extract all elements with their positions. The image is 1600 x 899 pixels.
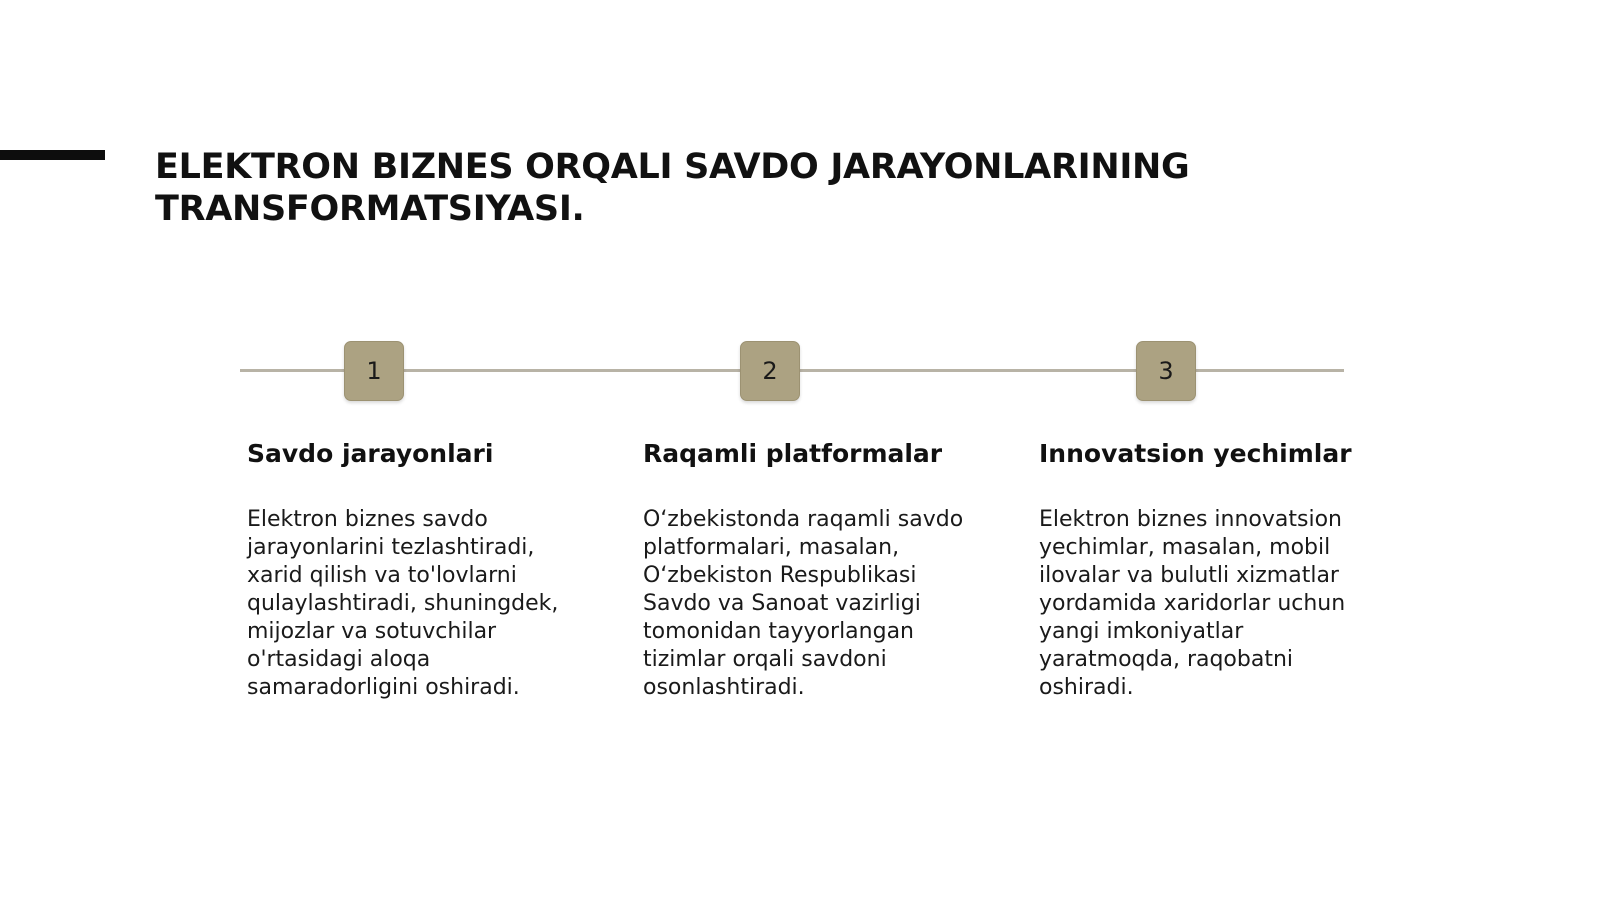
- step-column-3: [1039, 436, 1379, 702]
- step-marker-2: 2: [740, 341, 800, 401]
- step-marker-3: 3: [1136, 341, 1196, 401]
- step-column-2: [643, 436, 983, 702]
- step-description: O‘zbekistonda raqamli savdo platformalari, masalan, O‘zbekiston Respublikasi Savdo va Sanoat vazirligi tomonidan tayyorlangan tizimlar orqali savdoni osonlashtiradi.: [643, 507, 964, 700]
- title-accent-bar: [0, 150, 105, 160]
- step-heading: Innovatsion yechimlar: [1039, 439, 1352, 468]
- step-description: Elektron biznes savdo jarayonlarini tezlashtiradi, xarid qilish va to'lovlarni qulaylashtiradi, shuningdek, mijozlar va sotuvchilar o'rtasidagi aloqa samaradorligini oshiradi.: [247, 507, 559, 700]
- slide-title: ELEKTRON BIZNES ORQALI SAVDO JARAYONLARINING TRANSFORMATSIYASI.: [155, 147, 1190, 229]
- step-marker-1: 1: [344, 341, 404, 401]
- step-description: Elektron biznes innovatsion yechimlar, masalan, mobil ilovalar va bulutli xizmatlar yordamida xaridorlar uchun yangi imkoniyatlar yaratmoqda, raqobatni oshiradi.: [1039, 507, 1346, 700]
- step-heading: Savdo jarayonlari: [247, 439, 494, 468]
- step-heading: Raqamli platformalar: [643, 439, 943, 468]
- step-column-1: [247, 436, 587, 702]
